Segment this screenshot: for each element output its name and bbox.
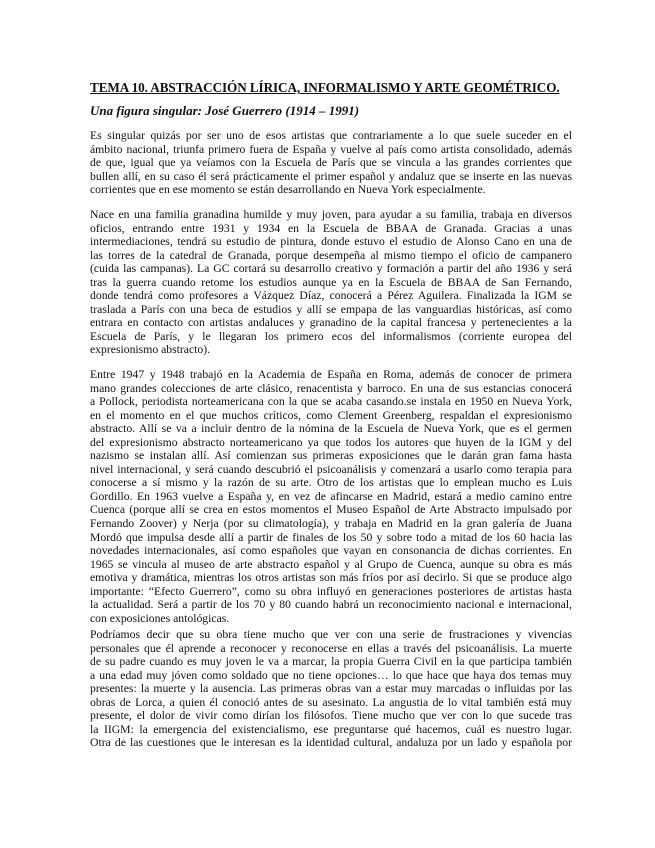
paragraph-2 (90, 208, 572, 357)
text-line: Es singular quizás por ser uno de esos artistas que contrariamente a lo que suele suceder en el (90, 129, 572, 142)
text-line: intermediaciones, tendrá su estudio de pintura, donde estuvo el estudio de Alonso Cano en una de (90, 235, 572, 249)
text-line: Cuenca (porque allí se crea en estos momentos el Museo Español de Arte Abstracto impulsado por (90, 503, 572, 517)
text-line: mano grandes colecciones de arte clásico, renacentista y barroco. En una de sus estancias conocerá (90, 381, 572, 395)
paragraph-3 (90, 368, 572, 625)
text-line: presente, el dolor de vivir como dirían los filósofos. Tiene mucho que ver con lo que sucede tras (90, 709, 572, 723)
text-line: la actualidad. Será a partir de los 70 y 80 cuando habrá un reconocimiento nacional e internacional, (90, 598, 572, 612)
text-line: Escuela de París, y le llegaran los primero ecos del informalismos (corriente europea del (90, 329, 572, 343)
text-line: corrientes que en ese momento se están desarrollando en Nueva York especialmente. (90, 183, 486, 197)
text-line: tras la guerra cuando retome los estudios aunque ya en la Escuela de BBAA de San Fernando, (90, 275, 572, 289)
text-line: Mordó que impulsa desde allí a partir de finales de los 50 y sobre todo a mitad de los 60 hacia las (90, 530, 572, 544)
text-line: novedades internacionales, así como españoles que vayan en consonancia de dichas corrientes. En (90, 544, 572, 558)
text-line: oficios, entrando entre 1931 y 1934 en la Escuela de BBAA de Granada. Gracias a unas (90, 221, 572, 235)
text-line: ámbito nacional, triunfa primero fuera de España y vuelve al país como artista consolidado, además (90, 142, 572, 156)
text-line: Podríamos decir que su obra tiene mucho que ver con una serie de frustraciones y vivencias (90, 628, 572, 641)
text-line: a Pollock, periodista norteamericana con la que se acaba casando.se instala en 1950 en Nueva York, (90, 395, 572, 409)
text-line: en el momento en el que muchos críticos, como Clement Greenberg, respaldan el expresionismo (90, 408, 572, 422)
text-line: nazismo se instalan allí. Así comienzan sus primeras exposiciones que le darán gran fama hasta (90, 449, 572, 463)
text-line: Fernando Zoover) y Nerja (por su climatología), y trabaja en Madrid en la gran galería de Juana (90, 517, 572, 531)
text-line: entrara en contacto con artistas andaluces y granadino de la capital francesa y pertenecientes a la (90, 316, 572, 330)
text-line: a una edad muy jóven como soldado que no tiene opciones… lo que hace que haya dos temas muy (90, 668, 572, 682)
text-line: las torres de la catedral de Granada, porque desempeña al mismo tiempo el oficio de campanero (90, 248, 572, 262)
text-line: 1965 se vincula al museo de arte abstracto español y al Grupo de Cuenca, aunque su obra es más (90, 557, 572, 571)
text-line: personales que él aprende a reconocer y reconocerse en ellas a través del psicoanálisis. La muerte (90, 641, 572, 655)
text-line: conocerse a sí mismo y la razón de su arte. Otro de los artistas que lo emplean mucho es Luis (90, 476, 572, 490)
text-line: presentes: la muerte y la ausencia. Las primeras obras van a estar muy marcadas o influidas por las (90, 682, 572, 696)
text-line: la IIGM: la emergencia del existencialismo, ese preguntarse qué hacemos, cuál es nuestro lugar. (90, 722, 572, 736)
text-line: importante: “Efecto Guerrero”, como su obra influyó en generaciones posteriores de artistas hasta (90, 584, 572, 598)
text-line: Nace en una familia granadina humilde y muy joven, para ayudar a su familia, trabaja en diversos (90, 208, 572, 221)
text-line: Otra de las cuestiones que le interesan es la identidad cultural, andaluza por un lado y española por (90, 736, 572, 750)
text-line: nivel internacional, y será cuando descubrió el psicoanálisis y comenzará a usarlo como terapia para (90, 462, 572, 476)
document-title: TEMA 10. ABSTRACCIÓN LÍRICA, INFORMALISMO Y ARTE GEOMÉTRICO. (90, 80, 560, 95)
text-line: (cuida las campanas). La GC cortará su desarrollo creativo y formación a partir del año 1936 y será (90, 262, 572, 276)
text-line: de que, igual que ya veíamos con la Escuela de París que se vincula a las grandes corrientes que (90, 156, 572, 170)
text-line: con exposiciones antológicas. (90, 611, 230, 625)
paragraph-1 (90, 129, 572, 197)
text-line: traslada a París con una beca de estudios y allí se empapa de las vanguardias históricas, así como (90, 302, 572, 316)
text-line: expresionismo abstracto). (90, 343, 211, 357)
text-line: abstracto. Allí se va a incluir dentro de la nómina de la Escuela de Nueva York, que es el germen (90, 422, 572, 436)
text-line: emotiva y dramática, mientras los otros artistas son más fríos por así decirlo. Si que se produce algo (90, 571, 572, 585)
paragraph-4 (90, 628, 572, 749)
text-line: de su padre cuando es muy joven le va a marcar, la propia Guerra Civil en la que participa también (90, 655, 572, 669)
text-line: Gordillo. En 1963 vuelve a España y, en vez de afincarse en Madrid, estará a medio camino entre (90, 489, 572, 503)
text-line: bullen allí, en su caso él será prácticamente el primer español y andaluz que se inserte en las nuevas (90, 169, 572, 183)
text-line: donde tendrá como profesores a Vázquez Díaz, conocerá a Pérez Aguilera. Finalizada la IGM se (90, 289, 572, 303)
text-line: del expresionismo abstracto norteamericano ya que todos los autores que huyen de la IGM y del (90, 435, 572, 449)
text-line: Entre 1947 y 1948 trabajó en la Academia de España en Roma, además de conocer de primera (90, 368, 572, 381)
section-subtitle: Una figura singular: José Guerrero (1914 – 1991) (90, 103, 360, 118)
text-line: obras de Lorca, a quien él conoció antes de su asesinato. La angustia de lo vital también está muy (90, 695, 572, 709)
